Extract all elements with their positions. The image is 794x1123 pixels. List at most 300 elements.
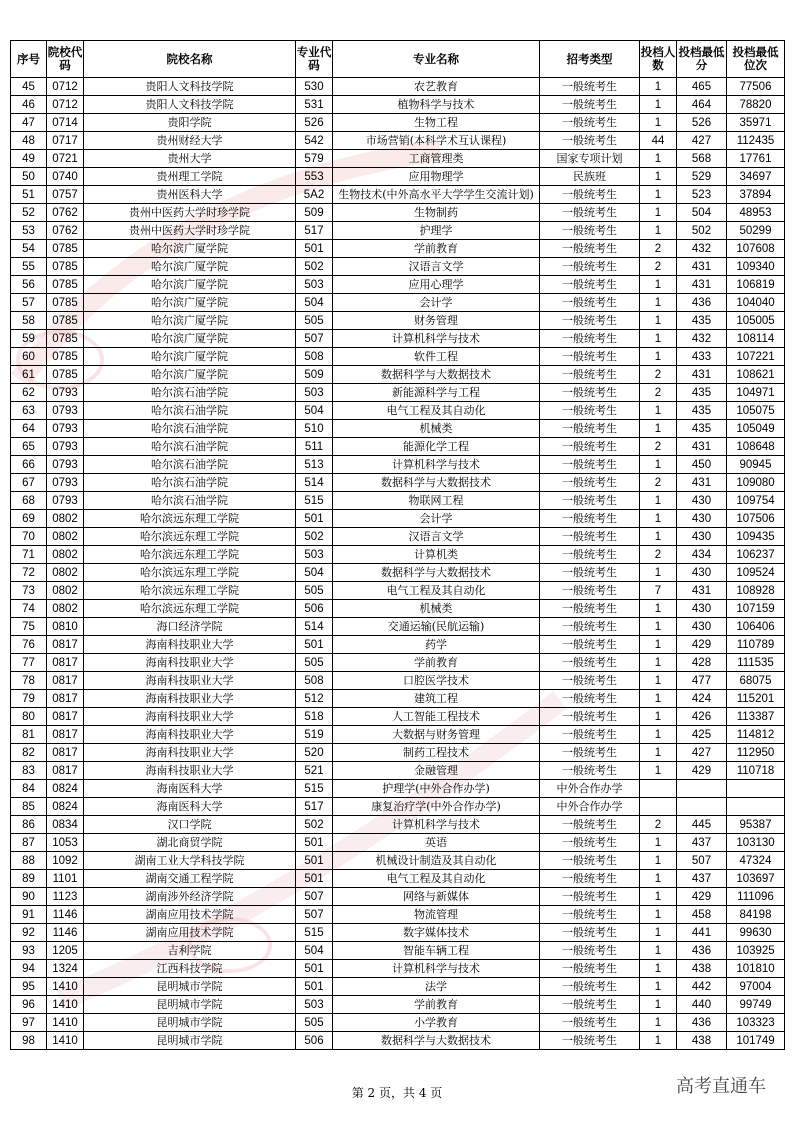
cell-major-code: 579 [296, 150, 333, 168]
table-row [11, 492, 785, 510]
cell-min-score: 529 [677, 168, 727, 186]
cell-count: 2 [640, 474, 677, 492]
cell-school-name: 哈尔滨广厦学院 [84, 240, 296, 258]
cell-min-rank: 109340 [727, 258, 785, 276]
cell-school-code: 0785 [47, 294, 84, 312]
cell-min-rank: 115201 [727, 690, 785, 708]
cell-min-score: 441 [677, 924, 727, 942]
cell-school-name: 湖南应用技术学院 [84, 906, 296, 924]
table-row [11, 726, 785, 744]
cell-min-rank [727, 798, 785, 816]
cell-major-code: 503 [296, 996, 333, 1014]
cell-min-rank: 105005 [727, 312, 785, 330]
cell-major-code: 520 [296, 744, 333, 762]
cell-min-score: 437 [677, 834, 727, 852]
cell-count: 1 [640, 636, 677, 654]
cell-category: 一般统考生 [540, 672, 640, 690]
table-row [11, 114, 785, 132]
cell-school-code: 0817 [47, 744, 84, 762]
cell-seq: 85 [11, 798, 47, 816]
header-major-name: 专业名称 [333, 41, 540, 78]
cell-min-rank: 103130 [727, 834, 785, 852]
cell-min-score: 464 [677, 96, 727, 114]
header-seq: 序号 [11, 41, 47, 78]
table-row [11, 456, 785, 474]
cell-category: 一般统考生 [540, 618, 640, 636]
cell-count: 1 [640, 276, 677, 294]
cell-min-score: 435 [677, 384, 727, 402]
cell-category: 国家专项计划 [540, 150, 640, 168]
header-count: 投档人数 [640, 41, 677, 78]
cell-major-name: 汉语言文学 [333, 258, 540, 276]
cell-category: 一般统考生 [540, 276, 640, 294]
cell-seq: 97 [11, 1014, 47, 1032]
cell-school-code: 0785 [47, 330, 84, 348]
cell-major-name: 应用心理学 [333, 276, 540, 294]
cell-min-score: 568 [677, 150, 727, 168]
cell-count: 1 [640, 114, 677, 132]
header-major-code: 专业代码 [296, 41, 333, 78]
cell-count: 1 [640, 150, 677, 168]
cell-seq: 57 [11, 294, 47, 312]
cell-major-code: 5A2 [296, 186, 333, 204]
cell-school-code: 0817 [47, 672, 84, 690]
cell-school-code: 0785 [47, 366, 84, 384]
cell-min-score: 431 [677, 474, 727, 492]
cell-min-rank: 84198 [727, 906, 785, 924]
cell-school-name: 湖南交通工程学院 [84, 870, 296, 888]
cell-school-name: 湖南涉外经济学院 [84, 888, 296, 906]
cell-min-rank: 106237 [727, 546, 785, 564]
cell-count: 1 [640, 762, 677, 780]
cell-school-code: 0817 [47, 690, 84, 708]
cell-min-rank: 104040 [727, 294, 785, 312]
cell-min-rank: 109754 [727, 492, 785, 510]
cell-school-name: 哈尔滨远东理工学院 [84, 564, 296, 582]
table-row [11, 708, 785, 726]
cell-min-rank: 107159 [727, 600, 785, 618]
cell-major-code: 509 [296, 204, 333, 222]
cell-min-score: 438 [677, 1032, 727, 1050]
cell-count: 1 [640, 672, 677, 690]
cell-category: 一般统考生 [540, 294, 640, 312]
cell-count: 1 [640, 1014, 677, 1032]
table-row [11, 870, 785, 888]
table-row [11, 204, 785, 222]
table-row [11, 132, 785, 150]
cell-min-rank [727, 780, 785, 798]
cell-major-code: 526 [296, 114, 333, 132]
cell-seq: 48 [11, 132, 47, 150]
cell-count: 1 [640, 402, 677, 420]
cell-school-name: 海南科技职业大学 [84, 762, 296, 780]
cell-seq: 81 [11, 726, 47, 744]
cell-min-rank: 99749 [727, 996, 785, 1014]
cell-count: 1 [640, 690, 677, 708]
cell-count: 1 [640, 618, 677, 636]
cell-seq: 53 [11, 222, 47, 240]
cell-seq: 67 [11, 474, 47, 492]
header-school-code: 院校代码 [47, 41, 84, 78]
cell-major-name: 学前教育 [333, 654, 540, 672]
cell-min-rank: 99630 [727, 924, 785, 942]
cell-major-code: 504 [296, 564, 333, 582]
cell-min-score: 523 [677, 186, 727, 204]
cell-major-code: 501 [296, 636, 333, 654]
cell-min-score: 430 [677, 492, 727, 510]
cell-count: 1 [640, 96, 677, 114]
cell-seq: 71 [11, 546, 47, 564]
cell-seq: 96 [11, 996, 47, 1014]
cell-category: 一般统考生 [540, 960, 640, 978]
cell-seq: 75 [11, 618, 47, 636]
cell-major-name: 汉语言文学 [333, 528, 540, 546]
cell-school-name: 海南科技职业大学 [84, 654, 296, 672]
cell-count: 1 [640, 942, 677, 960]
cell-min-rank: 108928 [727, 582, 785, 600]
cell-school-name: 贵阳学院 [84, 114, 296, 132]
cell-min-score: 436 [677, 1014, 727, 1032]
cell-major-code: 501 [296, 852, 333, 870]
cell-school-code: 0834 [47, 816, 84, 834]
cell-school-name: 湖南应用技术学院 [84, 924, 296, 942]
cell-min-rank: 108621 [727, 366, 785, 384]
table-header [11, 41, 785, 78]
cell-major-code: 513 [296, 456, 333, 474]
cell-count: 1 [640, 294, 677, 312]
cell-major-name: 市场营销(本科学术互认课程) [333, 132, 540, 150]
cell-seq: 76 [11, 636, 47, 654]
cell-school-code: 0817 [47, 636, 84, 654]
table-row [11, 384, 785, 402]
cell-min-rank: 105075 [727, 402, 785, 420]
cell-school-name: 哈尔滨广厦学院 [84, 294, 296, 312]
cell-min-rank: 106406 [727, 618, 785, 636]
cell-school-code: 0802 [47, 564, 84, 582]
cell-school-name: 吉利学院 [84, 942, 296, 960]
cell-school-name: 哈尔滨石油学院 [84, 420, 296, 438]
cell-school-name: 哈尔滨广厦学院 [84, 276, 296, 294]
cell-category: 一般统考生 [540, 186, 640, 204]
cell-school-name: 哈尔滨远东理工学院 [84, 528, 296, 546]
cell-seq: 70 [11, 528, 47, 546]
cell-school-name: 哈尔滨远东理工学院 [84, 600, 296, 618]
cell-school-name: 湖南工业大学科技学院 [84, 852, 296, 870]
cell-school-code: 0785 [47, 312, 84, 330]
cell-school-code: 0793 [47, 438, 84, 456]
cell-category: 一般统考生 [540, 600, 640, 618]
cell-major-code: 515 [296, 924, 333, 942]
cell-min-score: 430 [677, 564, 727, 582]
cell-seq: 77 [11, 654, 47, 672]
cell-count: 1 [640, 654, 677, 672]
cell-min-rank: 101810 [727, 960, 785, 978]
cell-major-name: 会计学 [333, 294, 540, 312]
cell-min-score: 438 [677, 960, 727, 978]
cell-seq: 68 [11, 492, 47, 510]
cell-school-name: 昆明城市学院 [84, 1014, 296, 1032]
cell-school-code: 0824 [47, 798, 84, 816]
cell-seq: 56 [11, 276, 47, 294]
cell-category: 一般统考生 [540, 546, 640, 564]
cell-school-name: 贵州大学 [84, 150, 296, 168]
cell-school-name: 海南医科大学 [84, 780, 296, 798]
cell-major-name: 网络与新媒体 [333, 888, 540, 906]
cell-category: 一般统考生 [540, 564, 640, 582]
cell-school-name: 哈尔滨石油学院 [84, 438, 296, 456]
cell-school-code: 1123 [47, 888, 84, 906]
cell-major-name: 计算机科学与技术 [333, 816, 540, 834]
cell-major-code: 501 [296, 960, 333, 978]
cell-school-name: 海口经济学院 [84, 618, 296, 636]
cell-count: 1 [640, 348, 677, 366]
cell-major-code: 510 [296, 420, 333, 438]
cell-category: 一般统考生 [540, 456, 640, 474]
cell-count: 1 [640, 222, 677, 240]
cell-min-rank: 109435 [727, 528, 785, 546]
cell-min-score: 430 [677, 510, 727, 528]
cell-school-code: 1324 [47, 960, 84, 978]
cell-seq: 86 [11, 816, 47, 834]
table-row [11, 222, 785, 240]
cell-min-score: 436 [677, 294, 727, 312]
cell-school-code: 1146 [47, 924, 84, 942]
cell-school-code: 0802 [47, 600, 84, 618]
cell-major-name: 新能源科学与工程 [333, 384, 540, 402]
cell-seq: 80 [11, 708, 47, 726]
cell-major-name: 大数据与财务管理 [333, 726, 540, 744]
cell-min-score: 428 [677, 654, 727, 672]
cell-category: 一般统考生 [540, 978, 640, 996]
cell-count: 1 [640, 906, 677, 924]
cell-school-code: 0824 [47, 780, 84, 798]
table-row [11, 420, 785, 438]
cell-min-rank: 106819 [727, 276, 785, 294]
cell-major-name: 计算机科学与技术 [333, 456, 540, 474]
cell-category: 一般统考生 [540, 942, 640, 960]
admission-table [10, 40, 785, 1050]
cell-min-score: 432 [677, 240, 727, 258]
cell-seq: 94 [11, 960, 47, 978]
cell-seq: 91 [11, 906, 47, 924]
cell-min-rank: 114812 [727, 726, 785, 744]
cell-category: 一般统考生 [540, 132, 640, 150]
table-row [11, 96, 785, 114]
cell-school-code: 0785 [47, 348, 84, 366]
cell-min-rank: 35971 [727, 114, 785, 132]
cell-major-code: 530 [296, 78, 333, 96]
cell-min-score: 504 [677, 204, 727, 222]
cell-count: 1 [640, 510, 677, 528]
cell-major-name: 康复治疗学(中外合作办学) [333, 798, 540, 816]
cell-min-score: 436 [677, 942, 727, 960]
table-row [11, 780, 785, 798]
cell-major-code: 507 [296, 330, 333, 348]
cell-min-rank: 103323 [727, 1014, 785, 1032]
table-row [11, 258, 785, 276]
table-row [11, 960, 785, 978]
cell-category: 一般统考生 [540, 582, 640, 600]
cell-count: 1 [640, 726, 677, 744]
cell-count: 1 [640, 924, 677, 942]
cell-min-rank: 107506 [727, 510, 785, 528]
cell-category: 一般统考生 [540, 384, 640, 402]
cell-school-code: 0712 [47, 96, 84, 114]
cell-min-score: 526 [677, 114, 727, 132]
cell-major-name: 智能车辆工程 [333, 942, 540, 960]
cell-count: 1 [640, 996, 677, 1014]
cell-major-name: 建筑工程 [333, 690, 540, 708]
cell-major-name: 电气工程及其自动化 [333, 582, 540, 600]
cell-count: 2 [640, 384, 677, 402]
cell-major-code: 501 [296, 978, 333, 996]
cell-school-code: 1092 [47, 852, 84, 870]
cell-school-name: 哈尔滨远东理工学院 [84, 510, 296, 528]
table-row [11, 276, 785, 294]
cell-major-code: 519 [296, 726, 333, 744]
cell-category: 一般统考生 [540, 240, 640, 258]
cell-major-code: 508 [296, 348, 333, 366]
cell-category: 一般统考生 [540, 852, 640, 870]
cell-school-code: 0802 [47, 510, 84, 528]
cell-count: 1 [640, 708, 677, 726]
cell-category: 一般统考生 [540, 96, 640, 114]
cell-min-score: 435 [677, 312, 727, 330]
cell-school-code: 0793 [47, 474, 84, 492]
table-row [11, 762, 785, 780]
cell-min-score [677, 798, 727, 816]
cell-category: 一般统考生 [540, 492, 640, 510]
cell-min-rank: 78820 [727, 96, 785, 114]
cell-major-code: 502 [296, 258, 333, 276]
cell-major-code: 502 [296, 816, 333, 834]
cell-school-code: 1053 [47, 834, 84, 852]
cell-min-score: 450 [677, 456, 727, 474]
cell-seq: 52 [11, 204, 47, 222]
cell-category: 一般统考生 [540, 258, 640, 276]
cell-school-name: 海南医科大学 [84, 798, 296, 816]
table-row [11, 744, 785, 762]
cell-min-score: 431 [677, 582, 727, 600]
cell-school-code: 0785 [47, 258, 84, 276]
cell-count [640, 780, 677, 798]
cell-min-score: 431 [677, 276, 727, 294]
cell-major-name: 口腔医学技术 [333, 672, 540, 690]
cell-min-score: 435 [677, 402, 727, 420]
cell-school-code: 0802 [47, 582, 84, 600]
cell-major-name: 物流管理 [333, 906, 540, 924]
cell-major-name: 植物科学与技术 [333, 96, 540, 114]
cell-major-code: 508 [296, 672, 333, 690]
cell-school-code: 0717 [47, 132, 84, 150]
cell-major-code: 502 [296, 528, 333, 546]
cell-major-code: 505 [296, 1014, 333, 1032]
table-row [11, 924, 785, 942]
cell-category: 一般统考生 [540, 312, 640, 330]
cell-min-rank: 97004 [727, 978, 785, 996]
cell-major-code: 542 [296, 132, 333, 150]
cell-min-score: 458 [677, 906, 727, 924]
table-row [11, 852, 785, 870]
cell-school-name: 哈尔滨石油学院 [84, 474, 296, 492]
cell-min-rank: 34697 [727, 168, 785, 186]
cell-school-name: 湖北商贸学院 [84, 834, 296, 852]
cell-category: 中外合作办学 [540, 780, 640, 798]
cell-school-code: 0793 [47, 402, 84, 420]
cell-min-rank: 103925 [727, 942, 785, 960]
table-row [11, 330, 785, 348]
cell-seq: 90 [11, 888, 47, 906]
cell-min-score: 431 [677, 366, 727, 384]
cell-school-name: 海南科技职业大学 [84, 636, 296, 654]
cell-min-rank: 47324 [727, 852, 785, 870]
cell-category: 一般统考生 [540, 420, 640, 438]
header-school-name: 院校名称 [84, 41, 296, 78]
cell-school-name: 哈尔滨石油学院 [84, 402, 296, 420]
cell-school-code: 0817 [47, 726, 84, 744]
table-row [11, 690, 785, 708]
table-row [11, 186, 785, 204]
cell-count: 1 [640, 204, 677, 222]
cell-major-name: 制药工程技术 [333, 744, 540, 762]
cell-seq: 98 [11, 1032, 47, 1050]
cell-major-code: 504 [296, 402, 333, 420]
cell-min-rank: 90945 [727, 456, 785, 474]
cell-min-rank: 109080 [727, 474, 785, 492]
cell-category: 一般统考生 [540, 348, 640, 366]
cell-count: 1 [640, 312, 677, 330]
cell-min-rank: 105049 [727, 420, 785, 438]
cell-school-code: 0793 [47, 456, 84, 474]
cell-seq: 83 [11, 762, 47, 780]
cell-major-code: 514 [296, 474, 333, 492]
cell-min-score: 430 [677, 600, 727, 618]
cell-category: 一般统考生 [540, 654, 640, 672]
cell-school-name: 贵州中医药大学时珍学院 [84, 204, 296, 222]
cell-min-rank: 104971 [727, 384, 785, 402]
table-row [11, 888, 785, 906]
cell-seq: 69 [11, 510, 47, 528]
cell-major-name: 数据科学与大数据技术 [333, 474, 540, 492]
cell-min-score: 434 [677, 546, 727, 564]
cell-major-code: 503 [296, 276, 333, 294]
cell-school-code: 0740 [47, 168, 84, 186]
cell-category: 一般统考生 [540, 636, 640, 654]
cell-category: 一般统考生 [540, 330, 640, 348]
cell-min-rank: 68075 [727, 672, 785, 690]
cell-school-code: 1410 [47, 978, 84, 996]
cell-category: 一般统考生 [540, 438, 640, 456]
cell-school-code: 0793 [47, 384, 84, 402]
table-row [11, 618, 785, 636]
cell-school-code: 0817 [47, 654, 84, 672]
cell-min-score: 431 [677, 258, 727, 276]
cell-min-score: 426 [677, 708, 727, 726]
cell-category: 一般统考生 [540, 744, 640, 762]
cell-major-code: 515 [296, 780, 333, 798]
table-row [11, 978, 785, 996]
cell-seq: 82 [11, 744, 47, 762]
table-row [11, 834, 785, 852]
cell-major-code: 505 [296, 654, 333, 672]
table-row [11, 1032, 785, 1050]
cell-count: 1 [640, 1032, 677, 1050]
table-row [11, 402, 785, 420]
table-row [11, 150, 785, 168]
cell-school-code: 0810 [47, 618, 84, 636]
cell-count [640, 798, 677, 816]
table-row [11, 438, 785, 456]
